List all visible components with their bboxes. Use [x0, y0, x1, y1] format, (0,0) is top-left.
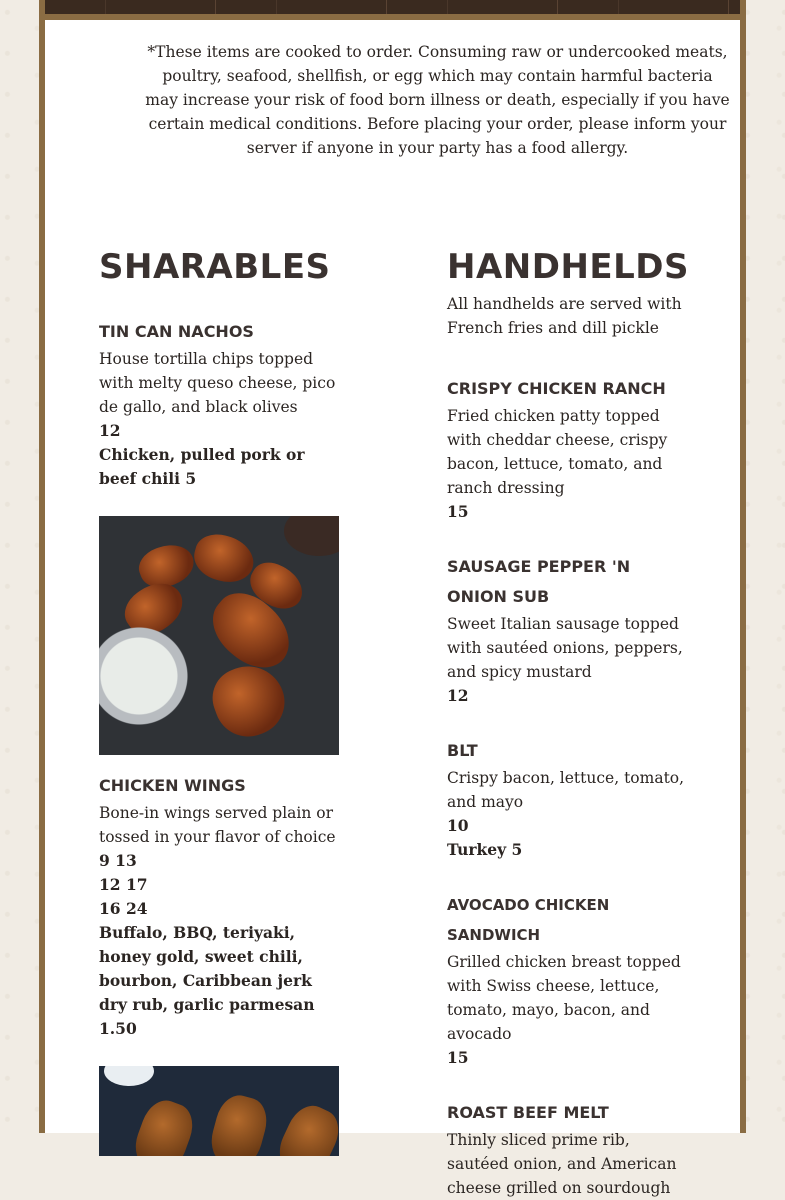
dip-cup-shape [99, 626, 189, 726]
item-name: SAUSAGE PEPPER 'N ONION SUB [447, 557, 631, 606]
dip-cup-shape [104, 1066, 154, 1086]
menu-item-chicken-wings [99, 771, 339, 1041]
item-price: 15 [447, 1048, 469, 1067]
item-description: Crispy bacon, lettuce, tomato, and mayo [447, 769, 685, 811]
item-name: CHICKEN WINGS [99, 776, 246, 795]
item-description: Grilled chicken breast topped with Swiss cheese, lettuce, tomato, mayo, bacon, and avocado [447, 953, 681, 1043]
pretzel-shape [129, 1095, 200, 1156]
menu-item-sausage-sub [447, 552, 687, 708]
handhelds-note: All handhelds are served with French fries and dill pickle [447, 295, 682, 337]
item-name: TIN CAN NACHOS [99, 322, 254, 341]
menu-item-blt [447, 736, 687, 862]
item-price: 12 [99, 421, 121, 440]
wing-shape [204, 656, 294, 746]
item-addon: Chicken, pulled pork or beef chili 5 [99, 445, 305, 488]
item-description: Thinly sliced prime rib, sautéed onion, and American cheese grilled on sourdough [447, 1131, 677, 1197]
item-description: Bone-in wings served plain or tossed in your flavor of choice [99, 804, 336, 846]
item-name: AVOCADO CHICKEN SANDWICH [447, 896, 610, 944]
item-price: 16 24 [99, 899, 148, 918]
wing-shape [189, 529, 259, 588]
item-price: 9 13 [99, 851, 137, 870]
chicken-wings-photo [99, 516, 339, 755]
item-name: BLT [447, 741, 478, 760]
menu-item-avocado-chicken-sandwich [447, 890, 687, 1070]
item-description: House tortilla chips topped with melty queso cheese, pico de gallo, and black olives [99, 350, 336, 416]
pretzel-photo [99, 1066, 339, 1156]
item-price: 10 [447, 816, 469, 835]
item-price: 12 17 [99, 875, 148, 894]
item-name: ROAST BEEF MELT [447, 1103, 609, 1122]
menu-item-roast-beef-melt [447, 1098, 687, 1200]
item-price: 15 [447, 502, 469, 521]
wood-header-strip [45, 0, 740, 14]
item-description: Sweet Italian sausage topped with sautéed onions, peppers, and spicy mustard [447, 615, 683, 681]
pretzel-shape [206, 1091, 272, 1156]
box-corner-shape [284, 516, 339, 556]
item-description: Fried chicken patty topped with cheddar cheese, crispy bacon, lettuce, tomato, and ranch dressing [447, 407, 668, 497]
item-addon: Buffalo, BBQ, teriyaki, honey gold, sweet chili, bourbon, Caribbean jerk dry rub, garlic parmesan 1.50 [99, 923, 315, 1038]
menu-item-crispy-chicken-ranch [447, 374, 687, 524]
item-price: 12 [447, 686, 469, 705]
sharables-column [99, 245, 339, 1156]
sharables-title: SHARABLES [99, 247, 331, 287]
handhelds-column [447, 245, 690, 1200]
item-addon: Turkey 5 [447, 840, 523, 859]
pretzel-shape [272, 1099, 339, 1156]
item-name: CRISPY CHICKEN RANCH [447, 379, 666, 398]
allergy-disclaimer: *These items are cooked to order. Consuming raw or undercooked meats, poultry, seafood, shellfish, or egg which may contain harmful bacteria may increase your risk of food born illness or death, especially if you have certain medical conditions. Before placing your order, please inform your server if anyone in your party has a food allergy. [145, 43, 730, 157]
handhelds-title: HANDHELDS [447, 247, 690, 287]
menu-item-tin-can-nachos [99, 317, 339, 491]
